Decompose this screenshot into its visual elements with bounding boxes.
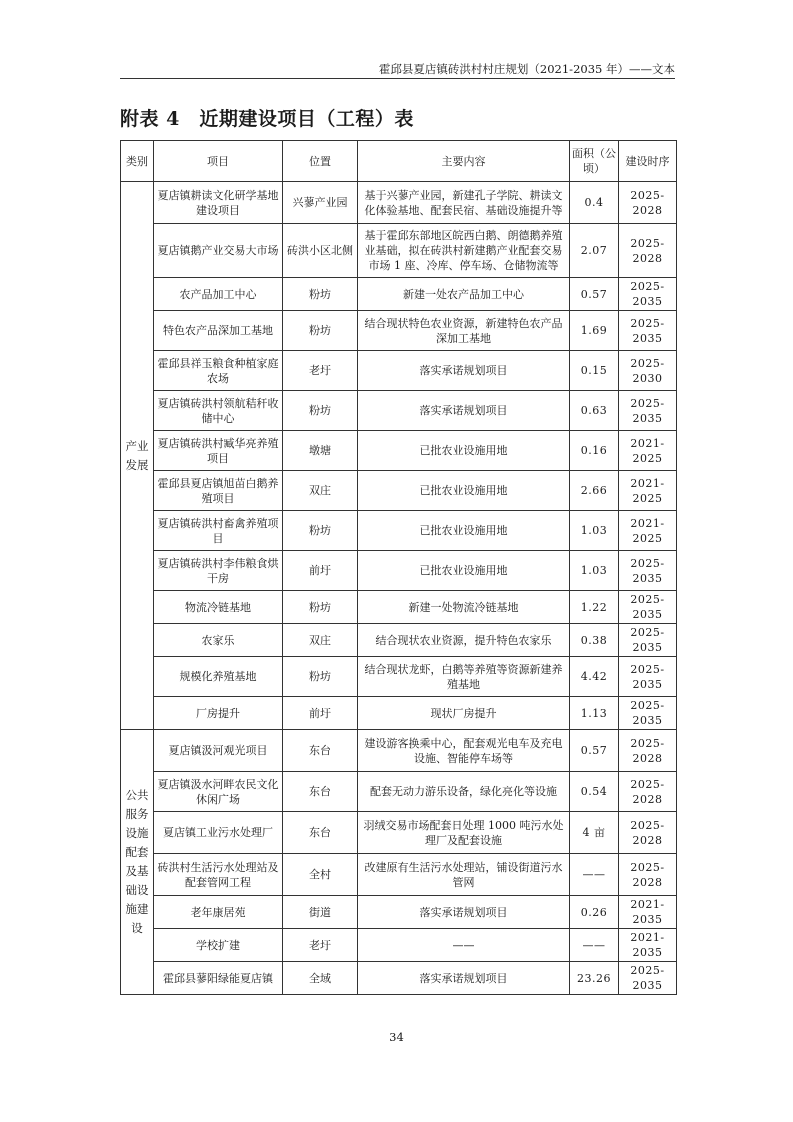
location-cell: 粉坊 bbox=[283, 278, 358, 311]
content-cell: 羽绒交易市场配套日处理 1000 吨污水处理厂及配套设施 bbox=[358, 812, 570, 854]
table-row bbox=[121, 896, 677, 929]
table-row bbox=[121, 929, 677, 962]
content-cell: 改建原有生活污水处理站，铺设街道污水管网 bbox=[358, 854, 570, 896]
project-cell: 夏店镇砖洪村畜禽养殖项目 bbox=[154, 511, 283, 551]
location-cell: 粉坊 bbox=[283, 657, 358, 697]
project-cell: 特色农产品深加工基地 bbox=[154, 311, 283, 351]
table-body bbox=[121, 182, 677, 995]
area-cell: 2.07 bbox=[570, 224, 619, 278]
table-row bbox=[121, 278, 677, 311]
table-row bbox=[121, 697, 677, 730]
project-cell: 物流冷链基地 bbox=[154, 591, 283, 624]
area-cell: 1.22 bbox=[570, 591, 619, 624]
table-row bbox=[121, 431, 677, 471]
area-cell: 4 亩 bbox=[570, 812, 619, 854]
period-cell: 2025-2035 bbox=[619, 697, 677, 730]
project-cell: 夏店镇砖洪村臧华亮养殖项目 bbox=[154, 431, 283, 471]
project-cell: 农产品加工中心 bbox=[154, 278, 283, 311]
location-cell: 东台 bbox=[283, 812, 358, 854]
content-cell: 落实承诺规划项目 bbox=[358, 391, 570, 431]
area-cell: 0.16 bbox=[570, 431, 619, 471]
project-cell: 规模化养殖基地 bbox=[154, 657, 283, 697]
period-cell: 2025-2028 bbox=[619, 772, 677, 812]
project-cell: 霍邱县夏店镇旭苗白鹅养殖项目 bbox=[154, 471, 283, 511]
area-cell: 1.13 bbox=[570, 697, 619, 730]
table-row bbox=[121, 511, 677, 551]
location-cell: 前圩 bbox=[283, 697, 358, 730]
area-cell: 1.03 bbox=[570, 551, 619, 591]
location-cell: 砖洪小区北侧 bbox=[283, 224, 358, 278]
category-cell: 公共 服务 设施 配套 及基 础设 施建 设 bbox=[121, 730, 154, 995]
period-cell: 2025-2035 bbox=[619, 591, 677, 624]
period-cell: 2025-2028 bbox=[619, 730, 677, 772]
location-cell: 双庄 bbox=[283, 624, 358, 657]
header-location: 位置 bbox=[283, 141, 358, 182]
period-cell: 2025-2028 bbox=[619, 854, 677, 896]
content-cell: 结合现状农业资源，提升特色农家乐 bbox=[358, 624, 570, 657]
table-row bbox=[121, 962, 677, 995]
period-cell: 2025-2035 bbox=[619, 657, 677, 697]
header-project: 项目 bbox=[154, 141, 283, 182]
table-row bbox=[121, 730, 677, 772]
period-cell: 2021-2025 bbox=[619, 511, 677, 551]
table-row bbox=[121, 657, 677, 697]
period-cell: 2021-2025 bbox=[619, 471, 677, 511]
content-cell: 已批农业设施用地 bbox=[358, 471, 570, 511]
location-cell: 全村 bbox=[283, 854, 358, 896]
area-cell: —— bbox=[570, 929, 619, 962]
location-cell: 街道 bbox=[283, 896, 358, 929]
period-cell: 2025-2035 bbox=[619, 391, 677, 431]
table-row bbox=[121, 772, 677, 812]
content-cell: 落实承诺规划项目 bbox=[358, 896, 570, 929]
project-cell: 厂房提升 bbox=[154, 697, 283, 730]
project-cell: 夏店镇耕读文化研学基地建设项目 bbox=[154, 182, 283, 224]
period-cell: 2021-2035 bbox=[619, 896, 677, 929]
table-row bbox=[121, 471, 677, 511]
period-cell: 2025-2035 bbox=[619, 962, 677, 995]
location-cell: 老圩 bbox=[283, 929, 358, 962]
period-cell: 2025-2035 bbox=[619, 624, 677, 657]
project-cell: 学校扩建 bbox=[154, 929, 283, 962]
area-cell: 0.4 bbox=[570, 182, 619, 224]
area-cell: 0.63 bbox=[570, 391, 619, 431]
header-period: 建设时序 bbox=[619, 141, 677, 182]
project-cell: 霍邱县蓼阳绿能夏店镇 bbox=[154, 962, 283, 995]
category-cell: 产业 发展 bbox=[121, 182, 154, 730]
content-cell: 已批农业设施用地 bbox=[358, 551, 570, 591]
project-cell: 农家乐 bbox=[154, 624, 283, 657]
project-cell: 夏店镇汲河观光项目 bbox=[154, 730, 283, 772]
table-row bbox=[121, 591, 677, 624]
content-cell: 已批农业设施用地 bbox=[358, 511, 570, 551]
construction-projects-table bbox=[120, 140, 677, 995]
table-row bbox=[121, 854, 677, 896]
table-row bbox=[121, 551, 677, 591]
location-cell: 粉坊 bbox=[283, 591, 358, 624]
project-cell: 老年康居苑 bbox=[154, 896, 283, 929]
content-cell: 落实承诺规划项目 bbox=[358, 351, 570, 391]
location-cell: 全域 bbox=[283, 962, 358, 995]
header-area: 面积（公顷） bbox=[570, 141, 619, 182]
location-cell: 老圩 bbox=[283, 351, 358, 391]
area-cell: 0.26 bbox=[570, 896, 619, 929]
area-cell: 0.57 bbox=[570, 730, 619, 772]
table-title: 附表 4 近期建设项目（工程）表 bbox=[120, 108, 414, 130]
table-header-row bbox=[121, 141, 677, 182]
period-cell: 2025-2028 bbox=[619, 182, 677, 224]
period-cell: 2025-2035 bbox=[619, 551, 677, 591]
area-cell: 2.66 bbox=[570, 471, 619, 511]
project-cell: 夏店镇砖洪村领航秸秆收储中心 bbox=[154, 391, 283, 431]
table-row bbox=[121, 224, 677, 278]
content-cell: 配套无动力游乐设备，绿化亮化等设施 bbox=[358, 772, 570, 812]
location-cell: 粉坊 bbox=[283, 311, 358, 351]
location-cell: 墩塘 bbox=[283, 431, 358, 471]
table-row bbox=[121, 391, 677, 431]
header-content: 主要内容 bbox=[358, 141, 570, 182]
page-number: 34 bbox=[389, 1030, 404, 1044]
table-row bbox=[121, 624, 677, 657]
period-cell: 2025-2028 bbox=[619, 224, 677, 278]
period-cell: 2025-2035 bbox=[619, 278, 677, 311]
table-row bbox=[121, 311, 677, 351]
area-cell: 1.03 bbox=[570, 511, 619, 551]
table-row bbox=[121, 812, 677, 854]
area-cell: 4.42 bbox=[570, 657, 619, 697]
content-cell: —— bbox=[358, 929, 570, 962]
table-row bbox=[121, 351, 677, 391]
location-cell: 东台 bbox=[283, 772, 358, 812]
period-cell: 2021-2035 bbox=[619, 929, 677, 962]
period-cell: 2021-2025 bbox=[619, 431, 677, 471]
project-cell: 砖洪村生活污水处理站及配套管网工程 bbox=[154, 854, 283, 896]
location-cell: 粉坊 bbox=[283, 511, 358, 551]
content-cell: 新建一处物流冷链基地 bbox=[358, 591, 570, 624]
area-cell: 0.54 bbox=[570, 772, 619, 812]
project-cell: 夏店镇砖洪村李伟粮食烘干房 bbox=[154, 551, 283, 591]
table-row bbox=[121, 182, 677, 224]
content-cell: 结合现状特色农业资源，新建特色农产品深加工基地 bbox=[358, 311, 570, 351]
project-cell: 夏店镇工业污水处理厂 bbox=[154, 812, 283, 854]
location-cell: 东台 bbox=[283, 730, 358, 772]
location-cell: 双庄 bbox=[283, 471, 358, 511]
area-cell: —— bbox=[570, 854, 619, 896]
header-category: 类别 bbox=[121, 141, 154, 182]
project-cell: 夏店镇鹅产业交易大市场 bbox=[154, 224, 283, 278]
project-cell: 夏店镇汲水河畔农民文化休闲广场 bbox=[154, 772, 283, 812]
content-cell: 已批农业设施用地 bbox=[358, 431, 570, 471]
area-cell: 0.57 bbox=[570, 278, 619, 311]
area-cell: 1.69 bbox=[570, 311, 619, 351]
area-cell: 0.38 bbox=[570, 624, 619, 657]
content-cell: 现状厂房提升 bbox=[358, 697, 570, 730]
content-cell: 落实承诺规划项目 bbox=[358, 962, 570, 995]
period-cell: 2025-2035 bbox=[619, 311, 677, 351]
period-cell: 2025-2030 bbox=[619, 351, 677, 391]
content-cell: 基于兴蓼产业园，新建孔子学院、耕读文化体验基地、配套民宿、基础设施提升等 bbox=[358, 182, 570, 224]
content-cell: 基于霍邱东部地区皖西白鹅、朗德鹅养殖业基础，拟在砖洪村新建鹅产业配套交易市场 1 座、冷库、停车场、仓储物流等 bbox=[358, 224, 570, 278]
running-header-text: 霍邱县夏店镇砖洪村村庄规划（2021-2035 年）——文本 bbox=[378, 62, 675, 76]
content-cell: 新建一处农产品加工中心 bbox=[358, 278, 570, 311]
project-cell: 霍邱县祥玉粮食种植家庭农场 bbox=[154, 351, 283, 391]
content-cell: 建设游客换乘中心，配套观光电车及充电设施、智能停车场等 bbox=[358, 730, 570, 772]
location-cell: 粉坊 bbox=[283, 391, 358, 431]
area-cell: 0.15 bbox=[570, 351, 619, 391]
running-header bbox=[120, 62, 675, 79]
area-cell: 23.26 bbox=[570, 962, 619, 995]
content-cell: 结合现状龙虾，白鹅等养殖等资源新建养殖基地 bbox=[358, 657, 570, 697]
location-cell: 兴蓼产业园 bbox=[283, 182, 358, 224]
period-cell: 2025-2028 bbox=[619, 812, 677, 854]
location-cell: 前圩 bbox=[283, 551, 358, 591]
